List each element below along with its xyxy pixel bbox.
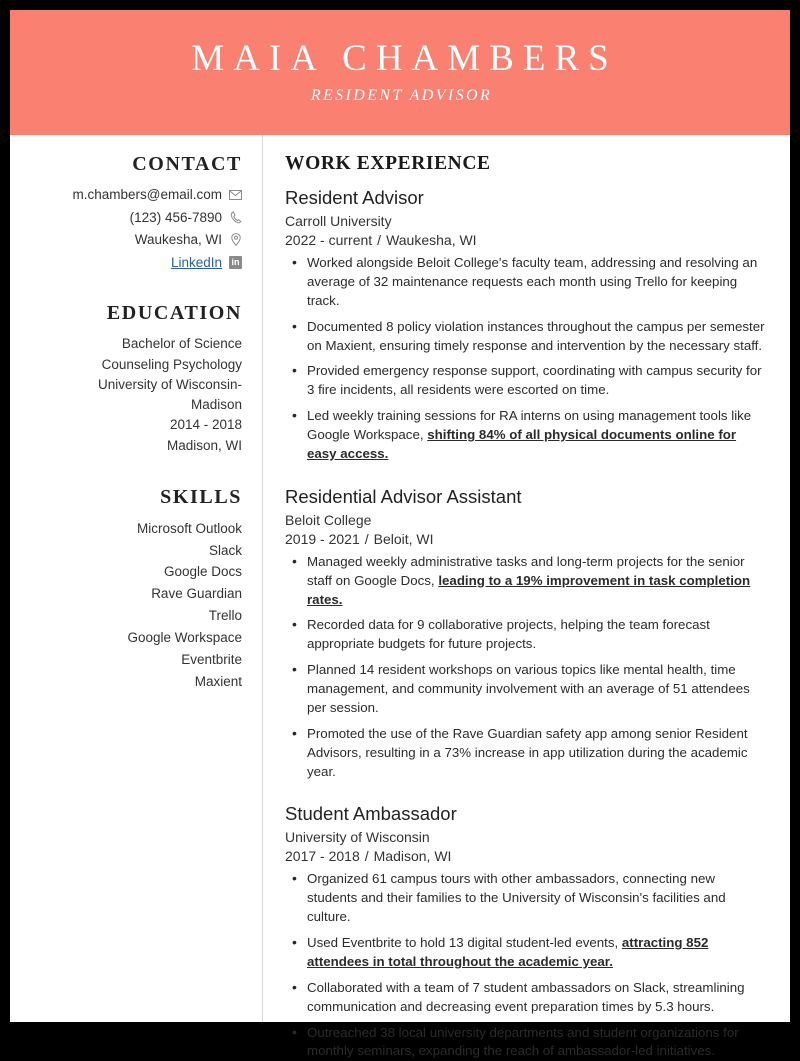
- contact-text[interactable]: LinkedIn: [171, 253, 222, 273]
- job-dates: 2019 - 2021: [285, 531, 360, 547]
- skills-heading: SKILLS: [24, 486, 242, 509]
- job-dates: 2017 - 2018: [285, 848, 360, 864]
- skill-item: Trello: [24, 605, 242, 627]
- bullet-text: Led weekly training sessions for RA interns on using management tools like Google Workspace,: [307, 408, 751, 442]
- job-title: Residential Advisor Assistant: [285, 486, 768, 508]
- resume-body: [10, 135, 790, 1022]
- job-bullet: [305, 553, 768, 610]
- education-heading: EDUCATION: [24, 302, 242, 325]
- job-company: Beloit College: [285, 512, 768, 528]
- education-line: Counseling Psychology: [24, 355, 242, 375]
- job-meta: [285, 232, 768, 248]
- job-bullet: [305, 1024, 768, 1061]
- bullet-text: Planned 14 resident workshops on various topics like mental health, time management, and community involvement with an average of 51 attendees per session.: [307, 662, 750, 715]
- candidate-job-title: RESIDENT ADVISOR: [308, 87, 492, 105]
- bullet-text: Organized 61 campus tours with other ambassadors, connecting new students and their families to the University of Wisconsin's facilities and culture.: [307, 871, 726, 924]
- job-meta: [285, 531, 768, 547]
- bullet-highlight: leading to a 19% improvement in task completion rates.: [307, 573, 750, 607]
- job-bullet-list: [285, 254, 768, 464]
- bullet-text: Used Eventbrite to hold 13 digital student-led events,: [307, 935, 622, 950]
- candidate-name: MAIA CHAMBERS: [182, 40, 617, 77]
- contact-item: [24, 230, 242, 250]
- skill-item: Rave Guardian: [24, 583, 242, 605]
- job-entry: [285, 187, 768, 464]
- job-bullet: [305, 934, 768, 972]
- job-entry: [285, 803, 768, 1061]
- education-line: Madison, WI: [24, 436, 242, 456]
- skill-item: Google Workspace: [24, 627, 242, 649]
- education-line: Madison: [24, 395, 242, 415]
- contact-item[interactable]: [24, 253, 242, 273]
- job-meta-separator: /: [360, 848, 374, 864]
- job-meta-separator: /: [360, 531, 374, 547]
- job-entry: [285, 486, 768, 782]
- job-location: Waukesha, WI: [386, 232, 477, 248]
- job-bullet: [305, 407, 768, 464]
- contact-item: [24, 208, 242, 228]
- job-list: [285, 187, 768, 1061]
- job-bullet: [305, 661, 768, 718]
- job-bullet-list: [285, 553, 768, 782]
- job-company: University of Wisconsin: [285, 829, 768, 845]
- sidebar: [10, 135, 263, 1022]
- linkedin-icon: in: [229, 256, 242, 269]
- job-company: Carroll University: [285, 213, 768, 229]
- job-location: Beloit, WI: [374, 531, 434, 547]
- skill-item: Slack: [24, 540, 242, 562]
- resume-page: [10, 10, 790, 1022]
- job-bullet: [305, 870, 768, 927]
- job-bullet: [305, 979, 768, 1017]
- envelope-icon: [229, 188, 242, 201]
- skill-item: Eventbrite: [24, 649, 242, 671]
- bullet-text: Outreached 38 local university departments and student organizations for monthly seminars, expanding the reach of ambassador-led initiatives.: [307, 1025, 739, 1059]
- job-title: Student Ambassador: [285, 803, 768, 825]
- skill-item: Microsoft Outlook: [24, 518, 242, 540]
- job-title: Resident Advisor: [285, 187, 768, 209]
- job-bullet-list: [285, 870, 768, 1061]
- job-bullet: [305, 616, 768, 654]
- bullet-text: Recorded data for 9 collaborative projects, helping the team forecast appropriate budgets for future projects.: [307, 617, 710, 651]
- job-bullet: [305, 254, 768, 311]
- contact-text: Waukesha, WI: [135, 230, 222, 250]
- job-bullet: [305, 725, 768, 782]
- job-dates: 2022 - current: [285, 232, 372, 248]
- contact-text: (123) 456-7890: [130, 208, 222, 228]
- contact-item: [24, 185, 242, 205]
- bullet-text: Managed weekly administrative tasks and long-term projects for the senior staff on Google Docs,: [307, 554, 745, 588]
- job-bullet: [305, 318, 768, 356]
- job-meta: [285, 848, 768, 864]
- education-line: University of Wisconsin-: [24, 375, 242, 395]
- education-list: [24, 334, 242, 456]
- phone-icon: [229, 211, 242, 224]
- skills-list: [24, 518, 242, 693]
- main-column: [263, 135, 790, 1022]
- skill-item: Google Docs: [24, 561, 242, 583]
- contact-list: [24, 185, 242, 272]
- bullet-text: Documented 8 policy violation instances throughout the campus per semester on Maxient, ensuring timely response and intervention by the necessary staff.: [307, 319, 765, 353]
- skill-item: Maxient: [24, 671, 242, 693]
- bullet-text: Provided emergency response support, coordinating with campus security for 3 fire incidents, all residents were escorted on time.: [307, 363, 762, 397]
- contact-text: m.chambers@email.com: [73, 185, 223, 205]
- bullet-highlight: attracting 852 attendees in total throughout the academic year.: [307, 935, 708, 969]
- resume-header: [10, 10, 790, 135]
- bullet-text: Worked alongside Beloit College's faculty team, addressing and resolving an average of 32 maintenance requests each month using Trello for keeping track.: [307, 255, 757, 308]
- bullet-text: Promoted the use of the Rave Guardian safety app among senior Resident Advisors, resulting in a 73% increase in app utilization during the academic year.: [307, 726, 748, 779]
- bullet-highlight: shifting 84% of all physical documents online for easy access.: [307, 427, 736, 461]
- education-line: Bachelor of Science: [24, 334, 242, 354]
- education-line: 2014 - 2018: [24, 415, 242, 435]
- job-meta-separator: /: [372, 232, 386, 248]
- contact-heading: CONTACT: [24, 153, 242, 176]
- job-location: Madison, WI: [374, 848, 452, 864]
- work-experience-heading: WORK EXPERIENCE: [285, 153, 768, 175]
- bullet-text: Collaborated with a team of 7 student ambassadors on Slack, streamlining communication and decreasing event preparation times by 5.3 hours.: [307, 980, 745, 1014]
- location-pin-icon: [229, 233, 242, 246]
- job-bullet: [305, 362, 768, 400]
